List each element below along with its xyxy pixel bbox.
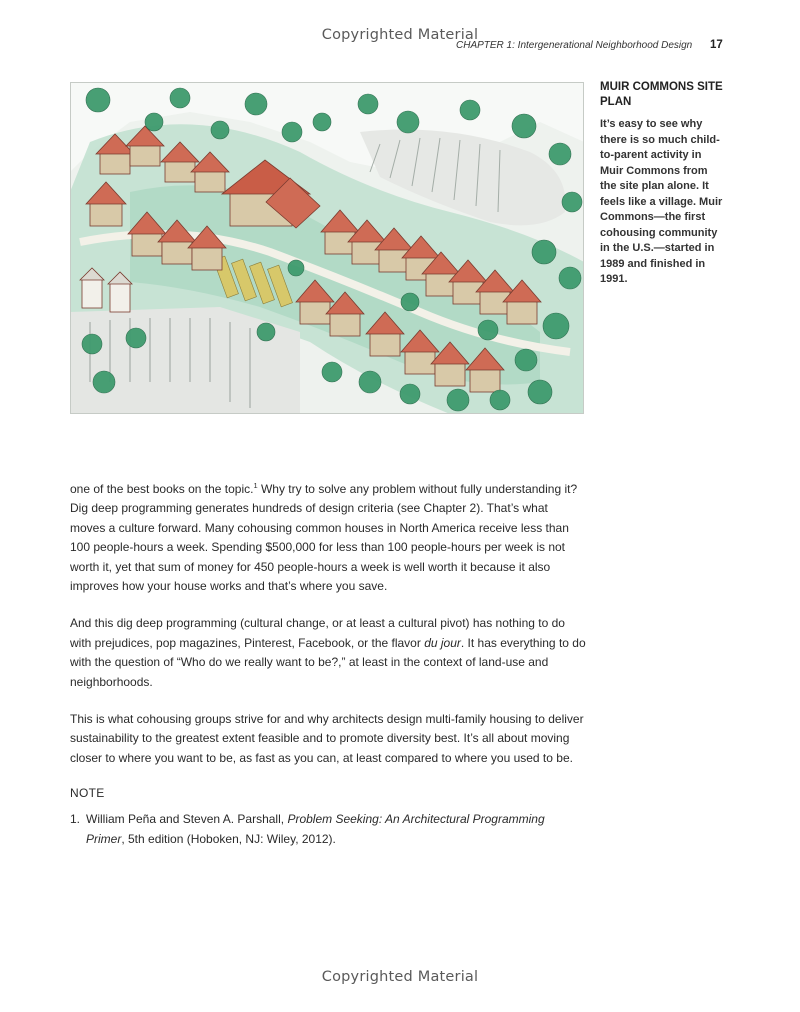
note-number: 1. xyxy=(70,812,81,827)
footnote-reference: 1 xyxy=(253,481,258,490)
paragraph-1-start: one of the best books on the topic. xyxy=(70,482,254,496)
note-book-title: Problem Seeking: An Architectural Programming Primer xyxy=(86,812,545,846)
site-plan-illustration xyxy=(70,82,584,414)
running-head: CHAPTER 1: Intergenerational Neighborhood Design xyxy=(456,40,693,51)
paragraph-3: This is what cohousing groups strive for and why architects design multi-family housing to deliver sustainability to the greatest extent feasible and to promote diversity best. It’s all about moving closer to where you want to be, as fast as you can, at least compared to where you used to be. xyxy=(70,712,584,765)
page-number: 17 xyxy=(710,39,723,51)
paragraph-2-italic: du jour xyxy=(424,635,461,650)
notes-heading: NOTE xyxy=(70,786,105,801)
note-item xyxy=(70,810,586,849)
caption-text: It’s easy to see why there is so much child-to-parent activity in Muir Commons from the site plan alone. It feels like a village. Muir Commons—the first cohousing community in the U.S.—started in 1989 and finished in 1991. xyxy=(600,118,723,285)
paragraph-2-start: And this dig deep programming (cultural change, or at least a cultural pivot) has nothing to do with prejudices, pop magazines, Pinterest, Facebook, or the flavor xyxy=(70,616,565,650)
paragraph-1 xyxy=(70,480,586,596)
body-text xyxy=(70,480,586,849)
site-plan-drawing xyxy=(70,82,584,414)
figure-caption xyxy=(600,80,725,288)
caption-title: MUIR COMMONS SITE PLAN xyxy=(600,81,723,108)
paragraph-1-rest: Why try to solve any problem without fully understanding it? Dig deep programming generates hundreds of design criteria (see Chapter 2). That’s what moves a culture forward. Many cohousing common houses in North America receive less than 100 people-hours a week. Spending $500,000 for less than 100 people-hours per week is not worth it, yet that sum of money for 450 people-hours a week is well worth it because it also improves how your house works and that’s where you save. xyxy=(70,482,578,594)
note-publication: , 5th edition (Hoboken, NJ: Wiley, 2012). xyxy=(121,831,336,846)
copyright-watermark-top: Copyrighted Material xyxy=(321,27,479,43)
copyright-watermark-bottom: Copyrighted Material xyxy=(321,969,479,985)
paragraph-2 xyxy=(70,614,586,692)
note-text xyxy=(86,810,586,849)
paragraph-2-rest: . It has everything to do with the question of “Who do we really want to be?,” at least in the context of land-use and neighborhoods. xyxy=(70,635,586,689)
note-authors: William Peña and Steven A. Parshall, xyxy=(86,812,288,827)
